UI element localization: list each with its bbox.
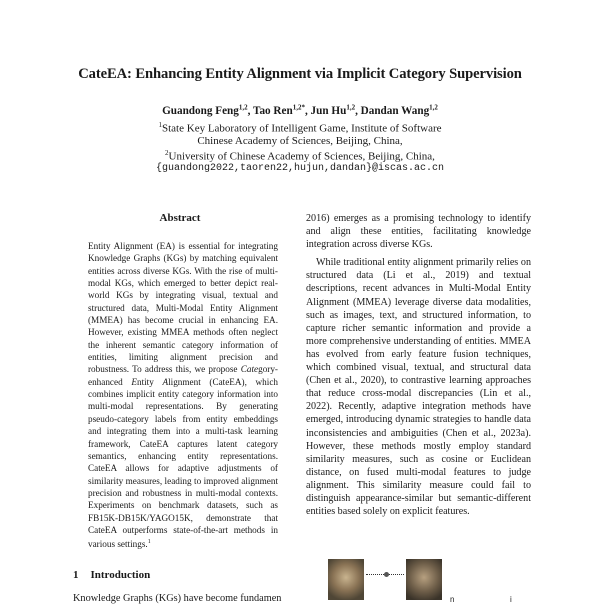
paper-title: CateEA: Enhancing Entity Alignment via Implicit Category Supervision — [78, 66, 522, 82]
affiliation-2: $^2$University of Chinese Academy of Sciences, Beijing, China, — [165, 149, 435, 163]
author-list — [0, 103, 600, 117]
author: Guandong Feng$^{1,2}$, — [162, 103, 254, 117]
figure-fragment: n — [450, 595, 455, 604]
intro-first-line: Knowledge Graphs (KGs) have become fundamen — [73, 593, 282, 604]
connector-dot — [384, 572, 389, 577]
paragraph: 2016) emerges as a promising technology to identify and align these entities, facilitating knowledge integration across diverse KGs. — [306, 213, 531, 251]
lion-image — [328, 559, 364, 600]
author-emails[interactable]: {guandong2022,taoren22,hujun,dandan}@iscas.ac.cn — [155, 163, 445, 174]
lion-image — [406, 559, 442, 600]
footnote-mark[interactable]: 1 — [147, 539, 151, 546]
affiliation-1-cont: Chinese Academy of Sciences, Beijing, China, — [197, 135, 403, 147]
figure-1-partial — [328, 557, 528, 604]
abstract-body: Entity Alignment (EA) is essential for integrating Knowledge Graphs (KGs) by matching equivalent entities across diverse KGs. With the rise of multi-modal KGs, which emerged to better depict real-world KGs by integrating visual, textual and structured data, Multi-Modal Entity Alignment (MMEA) has become crucial in enhancing EA. However, existing MMEA methods often neglect the inherent semantic category information of entities, limiting alignment precision and robustness. To address this, we propose Category-enhanced Entity Alignment (CateEA), which combines implicit entity category information into multi-modal representations. By generating pseudo-category labels from entity embeddings and integrating them into a multi-task learning framework, CateEA captures latent category semantics, enhancing entity representations. CateEA allows for adaptive adjustments of similarity measures, leading to improved alignment precision and robustness in multi-modal contexts. Experiments on benchmark datasets, such as FB15K-DB15K/YAGO15K, demonstrate that CateEA outperforms state-of-the-art methods in various settings.$^1$ — [88, 241, 278, 550]
author: Dandan Wang$^{1,2}$ — [360, 103, 438, 117]
affiliation-1: $^1$State Key Laboratory of Intelligent Game, Institute of Software — [158, 121, 442, 135]
section-heading-introduction: 1 Introduction — [73, 569, 151, 581]
abstract-heading: Abstract — [159, 212, 201, 224]
right-column-text — [306, 212, 531, 518]
figure-fragment: i — [510, 595, 512, 604]
author: Tao Ren$^{1,2*}$, — [253, 103, 311, 117]
paragraph: While traditional entity alignment primarily relies on structured data (Li et al., 2019) and textual descriptions, recent advances in Multi-Modal Entity Alignment (MMEA) leverage diverse data modalities, such as images, text, and structured information, to capture richer semantic information and provide a more comprehensive understanding of entities. MMEA has evolved from early feature fusion techniques, which combined visual, textual, and structural data (Chen et al., 2020), to contrastive learning approaches that reduce cross-modal discrepancies (Lin et al., 2022). Recently, adaptive integration methods have emerged, introducing dynamic strategies to handle data inconsistencies and ambiguities (Chen et al., 2023a). However, these methods mostly employ standard similarity measures, such as cosine or Euclidean distance, on fused multi-modal features to judge alignment. This similarity measure could fail to distinguish appearance-similar but semantic-different entities based solely on explicit features. — [306, 257, 531, 518]
author: Jun Hu$^{1,2}$, — [310, 103, 361, 117]
